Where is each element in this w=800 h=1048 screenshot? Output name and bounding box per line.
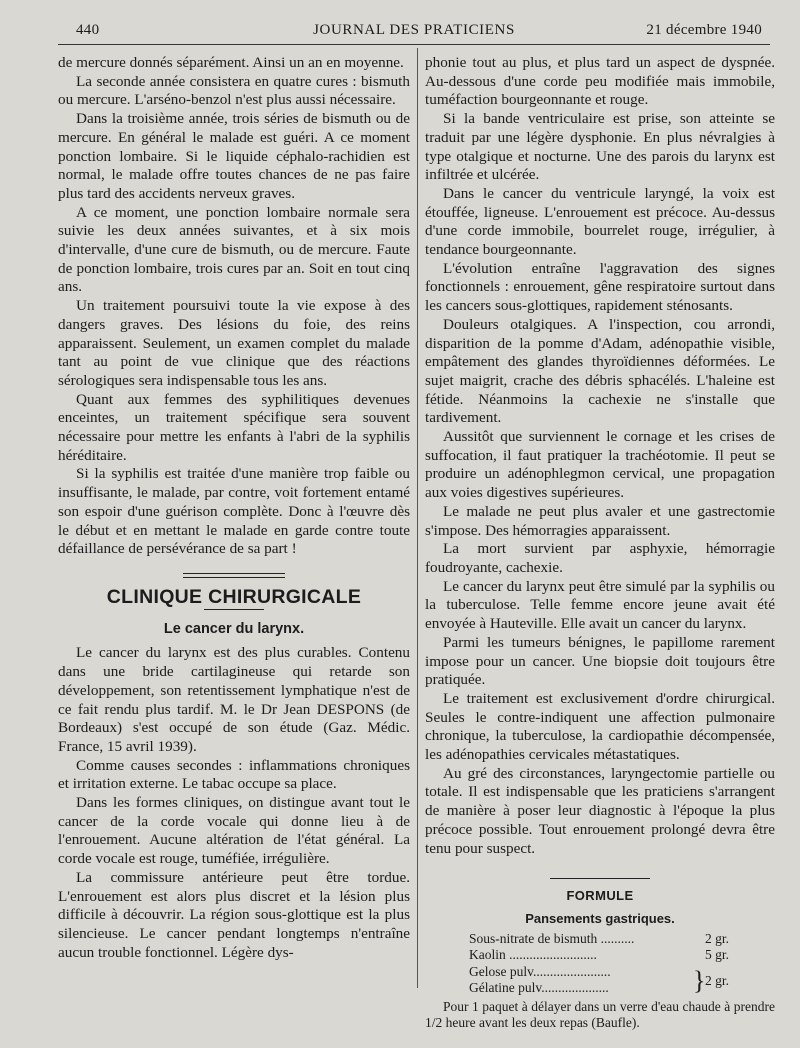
- ingredient-dose: 5 gr.: [705, 947, 730, 963]
- article-title: Le cancer du larynx.: [163, 620, 305, 637]
- left-column: [58, 54, 410, 962]
- paragraph: de mercure donnés séparément. Ainsi un an en moyenne.: [58, 54, 404, 71]
- paragraph: Si la bande ventriculaire est prise, son atteinte se traduit par une légère dysphonie. En plus névralgies à type otalgique et nocturne. Une des parois du larynx est infiltrée et ulcérée.: [425, 110, 775, 184]
- brace-icon: }: [693, 965, 706, 995]
- paragraph: La commissure antérieure peut être tordue. L'enrouement est alors plus discret et la lésion plus difficile à découvrir. La région sous-glottique est la plus silencieuse. Le cancer pendant longtemps n'entraîne aucun trouble fonctionnel. Légère dys-: [58, 868, 410, 961]
- formula-subtitle: Pansements gastriques.: [525, 910, 675, 926]
- formula-note: Pour 1 paquet à délayer dans un verre d'eau chaude à prendre 1/2 heure avant les deux repas (Baufle).: [425, 998, 775, 1031]
- paragraph: Quant aux femmes des syphilitiques devenues enceintes, un traitement spécifique sera souvent nécessaire pour mettre les enfants à l'abri de la syphilis héréditaire.: [58, 390, 410, 464]
- prescription-list: [469, 931, 769, 997]
- journal-title: JOURNAL DES PRATICIENS: [313, 22, 515, 38]
- ingredient-name: Sous-nitrate de bismuth ..........: [469, 930, 635, 946]
- paragraph: Dans les formes cliniques, on distingue avant tout le cancer de la corde vocale qui donne lieu à de l'enrouement. Aucune altération de l'état général. La corde vocale est rouge, tuméfiée, irrégulière.: [58, 794, 410, 868]
- ingredient-name: Kaolin ..........................: [469, 947, 597, 963]
- paragraph: Le traitement est exclusivement d'ordre chirurgical. Seules le contre-indiquent une affection pulmonaire chronique, la tuberculose, la cardiopathie décompensée, les adénopathies cervicales métastatiques.: [425, 689, 775, 764]
- paragraph: Le cancer du larynx peut être simulé par la syphilis ou la tuberculose. Telle femme encore jeune avait été envoyée à Hauteville. Elle avait un cancer du larynx.: [425, 577, 775, 633]
- page-header: [58, 20, 770, 45]
- paragraph: Dans le cancer du ventricule laryngé, la voix est étouffée, ligneuse. L'enrouement est précoce. Au-dessus d'une corde immobile, bourrelet rouge, irrégulier, à tendance bourgeonnante.: [425, 184, 775, 259]
- paragraph: Comme causes secondes : inflammations chroniques et irritation externe. Le tabac occupe sa place.: [58, 756, 410, 793]
- paragraph: Le cancer du larynx est des plus curables. Contenu dans une bride cartilagineuse qui retarde son développement, son retentissement lymphatique n'est de ce fait rendu plus tardif. M. le Dr Jean DESPONS (de Bordeaux) s'est occupé de son étude (Gaz. Médic. France, 15 avril 1939).: [58, 644, 410, 755]
- section-title: CLINIQUE CHIRURGICALE: [106, 585, 362, 608]
- section-separator: [183, 573, 285, 578]
- paragraph: La mort survient par asphyxie, hémorragie foudroyante, cachexie.: [425, 540, 775, 576]
- paragraph: Un traitement poursuivi toute la vie expose à des dangers graves. Des lésions du foie, des reins apparaissent. Seulement, un examen complet du malade tant au point de vue clinique que des réactions sérologiques sera indispensable tous les ans.: [58, 297, 410, 389]
- ingredient-name: Gélatine pulv....................: [469, 980, 609, 996]
- paragraph: Dans la troisième année, trois séries de bismuth ou de mercure. En général le malade est guéri. A ce moment ponction lombaire. Si le liquide céphalo-rachidien est normal, le malade offre toutes chances de ne pas faire plus tard des accidents nerveux graves.: [58, 110, 410, 202]
- page-number: 440: [76, 22, 100, 38]
- prescription-item: [469, 947, 769, 964]
- ingredient-name: Gelose pulv.......................: [469, 963, 611, 979]
- paragraph: Aussitôt que surviennent le cornage et les crises de suffocation, il faut pratiquer la trachéotomie. Il peut se produire un adénophlegmon cervical, une propagation aux voies digestives supérieures.: [425, 428, 775, 502]
- paragraph: A ce moment, une ponction lombaire normale sera suivie les deux années suivantes, et à six mois d'intervalle, d'une cure de bismuth, ou de mercure. Faute de ponction lombaire, trois cures par an. Soit en tout cinq ans.: [58, 203, 410, 296]
- paragraph: Douleurs otalgiques. A l'inspection, cou arrondi, disparition de la pomme d'Adam, adénopathie visible, empâtement des glandes thyroïdiennes déformées. Le sujet maigrit, crache des débris sphacélés. L'haleine est fétide. Néanmoins la cachexie ne s'installe que tardivement.: [425, 315, 775, 427]
- prescription-group: [469, 964, 769, 997]
- paragraph: Le malade ne peut plus avaler et une gastrectomie s'impose. Des hémorragies apparaissent.: [425, 502, 775, 539]
- paragraph: La seconde année consistera en quatre cures : bismuth ou mercure. L'arséno-benzol n'est plus aussi nécessaire.: [58, 72, 410, 109]
- prescription-item: [469, 931, 769, 948]
- column-divider: [417, 48, 418, 988]
- formula-separator: [550, 878, 650, 879]
- title-underline: [204, 609, 264, 610]
- paragraph: Si la syphilis est traitée d'une manière trop faible ou insuffisante, le malade, par contre, voit fortement entamé son espoir d'une guérison complète. Donc à l'œuvre dès le début et en mettant le malade en garde contre toute défaillance de persévérance de sa part !: [58, 465, 410, 558]
- paragraph: Parmi les tumeurs bénignes, le papillome rarement impose pour un cancer. Une biopsie doit toujours être pratiquée.: [425, 633, 775, 689]
- paragraph: Au gré des circonstances, laryngectomie partielle ou totale. Il est indispensable que les praticiens s'arrangent de manière à poser leur diagnostic à l'époque la plus précoce possible. Tout enrouement prolongé devra être tenu pour suspect.: [425, 764, 775, 857]
- right-column: [425, 54, 775, 1032]
- ingredient-dose: 2 gr.: [705, 930, 730, 946]
- paragraph: L'évolution entraîne l'aggravation des signes fonctionnels : enrouement, gêne respiratoire surtout dans les cancers sous-glottiques, rapidement sténosants.: [425, 259, 775, 315]
- issue-date: 21 décembre 1940: [646, 22, 762, 38]
- combined-dose: 2 gr.: [705, 972, 730, 988]
- paragraph: phonie tout au plus, et plus tard un aspect de dyspnée. Au-dessous d'une corde peu modifiée mais immobile, tuméfaction bourgeonnante et rouge.: [425, 54, 775, 109]
- formula-title: FORMULE: [566, 888, 634, 904]
